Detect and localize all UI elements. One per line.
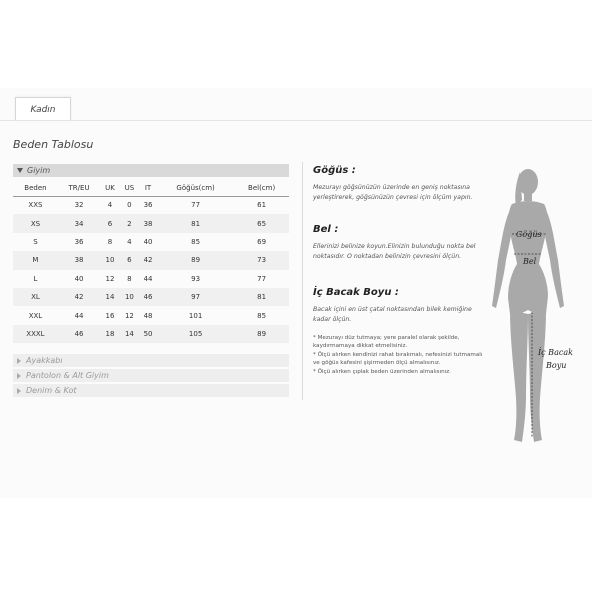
table-cell: 44 — [143, 274, 153, 283]
table-cell: 12 — [124, 311, 134, 320]
table-cell: S — [33, 237, 38, 246]
table-cell: 42 — [58, 288, 100, 306]
table-cell: 61 — [257, 201, 267, 210]
table-row — [13, 270, 289, 288]
table-cell: 4 — [127, 237, 132, 246]
section-label: Pantolon & Alt Giyim — [26, 371, 109, 380]
table-cell: 6 — [100, 214, 120, 232]
table-row — [13, 288, 289, 306]
note-item: * Ölçü alırken çıplak beden üzerinden almalısınız. — [313, 368, 451, 375]
table-cell: 10 — [120, 288, 139, 306]
size-table — [13, 180, 289, 343]
tab-label: Kadın — [30, 104, 56, 115]
table-cell: 16 — [105, 311, 115, 320]
table-cell: 46 — [139, 288, 157, 306]
table-cell: M — [13, 251, 58, 269]
table-cell: 36 — [143, 201, 153, 210]
column-divider — [302, 162, 303, 400]
table-cell: 89 — [234, 325, 289, 343]
table-cell: 40 — [74, 274, 84, 283]
bel-title: Bel : — [313, 224, 339, 235]
table-cell: 81 — [234, 288, 289, 306]
col-header: TR/EU — [58, 180, 100, 196]
col-header: Göğüs(cm) — [157, 180, 234, 196]
gogus-text: Mezurayı göğsünüzün üzerinde en geniş noktasına yerleştirerek, göğsünüzün çevresi için ölçüm yapın. — [313, 184, 473, 201]
table-cell: XS — [13, 214, 58, 232]
bel-text: Ellerinizi belinize koyun.Elinizin bulunduğu nokta bel noktasıdır. O noktadan belinizin çevresini ölçün. — [313, 243, 476, 260]
table-cell: 34 — [58, 214, 100, 232]
table-cell: 85 — [191, 237, 201, 246]
table-cell: 81 — [157, 214, 234, 232]
col-header: Bel(cm) — [234, 180, 289, 196]
table-header-row — [13, 180, 289, 196]
col-header: US — [120, 180, 139, 196]
table-cell: 38 — [58, 251, 100, 269]
section-label: Giyim — [27, 166, 51, 175]
table-cell: 89 — [157, 251, 234, 269]
table-row — [13, 251, 289, 269]
figure-label-gogus: Göğüs — [516, 230, 542, 239]
section-denim[interactable] — [13, 384, 289, 397]
chevron-right-icon — [17, 373, 21, 379]
table-cell: 14 — [120, 325, 139, 343]
table-cell: 32 — [74, 201, 84, 210]
measurement-notes — [313, 334, 483, 376]
table-cell: 14 — [100, 288, 120, 306]
table-cell: 73 — [234, 251, 289, 269]
table-cell: 8 — [127, 274, 132, 283]
table-row — [13, 233, 289, 251]
table-cell: 101 — [188, 311, 203, 320]
table-cell: 97 — [157, 288, 234, 306]
note-item: * Ölçü alırken kendinizi rahat bırakmalı, nefesinizi tutmamalı ve göğüs kafesini şişirmeden ölçü almalısınız. — [313, 351, 483, 367]
table-cell: XXXL — [13, 325, 58, 343]
table-cell: 10 — [100, 251, 120, 269]
section-giyim[interactable] — [13, 164, 289, 177]
table-cell: 40 — [143, 237, 153, 246]
table-cell: 6 — [120, 251, 139, 269]
table-cell: 2 — [120, 214, 139, 232]
table-cell: 38 — [139, 214, 157, 232]
table-cell: XXL — [28, 311, 43, 320]
col-header: IT — [139, 180, 157, 196]
table-cell: 44 — [74, 311, 84, 320]
table-cell: 77 — [257, 274, 267, 283]
chevron-right-icon — [17, 358, 21, 364]
section-ayakkabi[interactable] — [13, 354, 289, 367]
table-cell: 50 — [139, 325, 157, 343]
table-cell: 4 — [107, 201, 113, 210]
table-cell: L — [33, 274, 38, 283]
woman-silhouette-icon — [476, 160, 588, 450]
figure-label-bacak-1: İç Bacak — [538, 348, 573, 357]
bacak-title: İç Bacak Boyu : — [313, 287, 399, 298]
table-cell: 69 — [257, 237, 267, 246]
table-cell: 12 — [105, 274, 115, 283]
table-cell: 85 — [257, 311, 267, 320]
table-row — [13, 325, 289, 343]
body-figure — [476, 160, 588, 450]
table-cell: 93 — [191, 274, 201, 283]
table-row — [13, 214, 289, 232]
gogus-title: Göğüs : — [313, 165, 356, 176]
tab-kadin[interactable] — [15, 97, 71, 121]
table-cell: 77 — [191, 201, 201, 210]
table-cell: 36 — [74, 237, 84, 246]
col-header: Beden — [13, 180, 58, 196]
table-cell: 65 — [234, 214, 289, 232]
table-row — [13, 306, 289, 324]
table-cell: 0 — [127, 201, 132, 210]
page-title: Beden Tablosu — [13, 138, 94, 151]
section-label: Denim & Kot — [26, 386, 77, 395]
table-cell: XL — [13, 288, 58, 306]
table-cell: 48 — [143, 311, 153, 320]
table-row — [13, 196, 289, 214]
table-cell: XXS — [28, 201, 43, 210]
table-cell: 105 — [157, 325, 234, 343]
note-item: * Mezurayı düz tutmaya; yere paralel olarak şekilde, kaydırmamaya dikkat etmelisiniz. — [313, 335, 460, 350]
chevron-down-icon — [17, 168, 23, 173]
table-cell: 18 — [100, 325, 120, 343]
chevron-right-icon — [17, 388, 21, 394]
figure-label-bel: Bel — [523, 257, 537, 266]
bacak-text: Bacak içini en üst çatal noktasından bilek kemiğine kadar ölçün. — [313, 306, 472, 323]
tab-divider — [0, 120, 592, 121]
col-header: UK — [100, 180, 120, 196]
table-cell: 8 — [107, 237, 113, 246]
section-pantolon[interactable] — [13, 369, 289, 382]
figure-label-bacak-2: Boyu — [546, 361, 567, 370]
table-cell: 46 — [58, 325, 100, 343]
table-cell: 42 — [139, 251, 157, 269]
section-label: Ayakkabı — [26, 356, 63, 365]
